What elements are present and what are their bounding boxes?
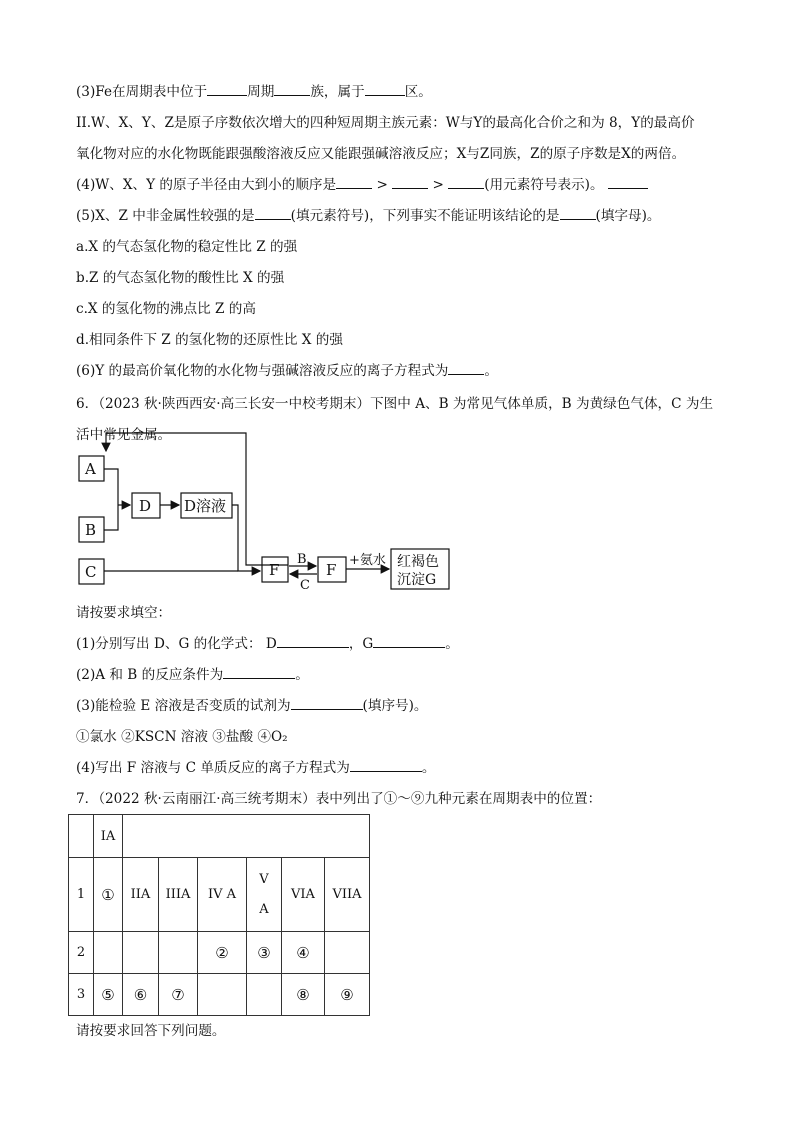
- label-F1: F: [269, 561, 280, 579]
- label-D-solution: D溶液: [184, 497, 227, 515]
- table-cell: ⑧: [282, 974, 325, 1016]
- answer-blank[interactable]: [274, 83, 310, 96]
- table-cell: ②: [198, 932, 247, 974]
- table-cell: ⑨: [325, 974, 370, 1016]
- box-F1: [262, 557, 288, 582]
- box-F2: [318, 557, 346, 582]
- table-cell: ④: [282, 932, 325, 974]
- label-C: C: [85, 563, 97, 581]
- label-ammonia: +氨水: [349, 553, 386, 568]
- label-precipitate-line2: 沉淀G: [397, 572, 437, 588]
- q6-part-4: [76, 759, 435, 777]
- answer-blank[interactable]: [448, 176, 484, 189]
- text: (填元素符号)，下列事实不能证明该结论的是: [290, 208, 560, 224]
- table-cell: [325, 932, 370, 974]
- text: 区。: [404, 84, 432, 100]
- answer-blank[interactable]: [448, 362, 484, 375]
- text: 。: [484, 363, 498, 379]
- table-row: [69, 974, 370, 1016]
- table-cell: ①: [94, 858, 123, 932]
- label-B: B: [85, 521, 97, 539]
- answer-blank[interactable]: [365, 83, 405, 96]
- q6-part-1: [76, 635, 459, 653]
- text: (3)Fe在周期表中位于: [76, 84, 208, 100]
- table-row: [69, 858, 370, 932]
- table-cell: ⑥: [123, 974, 159, 1016]
- q7-stem: 7．（2022 秋·云南丽江·高三统考期末）表中列出了①～⑨九种元素在周期表中的位置：: [76, 791, 602, 807]
- table-cell: IV A: [198, 858, 247, 932]
- text: ，G: [348, 636, 374, 652]
- box-precipitate-G: [391, 549, 449, 589]
- q5-line-3: [76, 83, 432, 101]
- label-arrow-B: B: [297, 552, 307, 567]
- table-cell: [159, 932, 198, 974]
- greater-than: >: [376, 177, 388, 193]
- text: (1)分别写出 D、G 的化学式： D: [76, 636, 277, 652]
- answer-blank[interactable]: [608, 176, 648, 189]
- text: (填字母)。: [595, 208, 661, 224]
- answer-blank[interactable]: [560, 207, 596, 220]
- table-cell: VIIA: [325, 858, 370, 932]
- table-row: [69, 815, 370, 858]
- table-cell: IIIA: [159, 858, 198, 932]
- table-row: [69, 932, 370, 974]
- table-cell: IIA: [123, 858, 159, 932]
- table-cell: [94, 932, 123, 974]
- q7-after-instruction: 请按要求回答下列问题。: [76, 1023, 226, 1039]
- answer-blank[interactable]: [207, 83, 247, 96]
- table-cell: VIA: [282, 858, 325, 932]
- q5-option-b: b.Z 的气态氢化物的酸性比 X 的强: [76, 270, 285, 286]
- q5-II-line-2: 氧化物对应的水化物既能跟强酸溶液反应又能跟强碱溶液反应；X与Z同族，Z的原子序数是X的两倍。: [76, 146, 686, 162]
- table-cell: [247, 974, 282, 1016]
- text: (填序号)。: [362, 698, 428, 714]
- text: 周期: [247, 84, 275, 100]
- text: (6)Y 的最高价氧化物的水化物与强碱溶液反应的离子方程式为: [76, 363, 449, 379]
- q6-part-3-options: ①氯水 ②KSCN 溶液 ③盐酸 ④O₂: [76, 729, 288, 745]
- box-D: [132, 493, 160, 518]
- periodic-table-excerpt: [68, 814, 370, 1016]
- q6-part-3: [76, 697, 428, 715]
- q5-line-6: [76, 362, 498, 380]
- label-precipitate-line1: 红褐色: [397, 554, 439, 570]
- box-B: [79, 517, 104, 542]
- answer-blank[interactable]: [291, 697, 363, 710]
- text: (2)A 和 B 的反应条件为: [76, 667, 224, 683]
- q5-option-d: d.相同条件下 Z 的氢化物的还原性比 X 的强: [76, 332, 343, 348]
- q6-stem-line-2: 活中常见金属。: [76, 427, 172, 443]
- q6-part-2: [76, 666, 309, 684]
- box-D-solution: [181, 493, 232, 518]
- answer-blank[interactable]: [277, 635, 349, 648]
- table-cell: 2: [69, 932, 94, 974]
- q5-line-5: [76, 207, 661, 225]
- label-F2: F: [326, 561, 337, 579]
- q5-option-a: a.X 的气态氢化物的稳定性比 Z 的强: [76, 239, 298, 255]
- table-cell: 3: [69, 974, 94, 1016]
- text: (5)X、Z 中非金属性较强的是: [76, 208, 255, 224]
- q5-II-line-1: II.W、X、Y、Z是原子序数依次增大的四种短周期主族元素：W与Y的最高化合价之和为 8，Y的最高价: [76, 115, 695, 131]
- box-A: [79, 456, 104, 481]
- answer-blank[interactable]: [373, 635, 445, 648]
- text: 。: [421, 760, 436, 776]
- table-cell: [198, 974, 247, 1016]
- answer-blank[interactable]: [392, 176, 428, 189]
- table-cell: IA: [94, 815, 123, 858]
- text: 。: [295, 667, 309, 683]
- q6-stem-line-1: 6．（2023 秋·陕西西安·高三长安一中校考期末）下图中 A、B 为常见气体单质，B 为黄绿色气体，C 为生: [76, 396, 714, 412]
- table-cell: ⑤: [94, 974, 123, 1016]
- table-cell: [69, 815, 94, 858]
- box-C: [79, 559, 104, 584]
- text: (4)写出 F 溶液与 C 单质反应的离子方程式为: [76, 760, 350, 776]
- table-cell: ⑦: [159, 974, 198, 1016]
- label-D: D: [139, 497, 152, 515]
- text: (用元素符号表示)。: [484, 177, 604, 193]
- q6-fill-instruction: 请按要求填空：: [76, 605, 172, 621]
- q5-option-c: c.X 的氢化物的沸点比 Z 的高: [76, 301, 256, 317]
- label-A: A: [85, 460, 96, 478]
- greater-than: >: [432, 177, 444, 193]
- answer-blank[interactable]: [336, 176, 372, 189]
- label-arrow-C: C: [300, 578, 310, 593]
- answer-blank[interactable]: [350, 759, 422, 772]
- table-cell: [123, 932, 159, 974]
- answer-blank[interactable]: [223, 666, 295, 679]
- table-cell: V A: [247, 858, 282, 932]
- text: (3)能检验 E 溶液是否变质的试剂为: [76, 698, 291, 714]
- table-cell: 1: [69, 858, 94, 932]
- table-cell: ③: [247, 932, 282, 974]
- q5-line-4: [76, 176, 648, 194]
- text: 族，属于: [310, 84, 365, 100]
- text: (4)W、X、Y 的原子半径由大到小的顺序是: [76, 177, 337, 193]
- table-cell: [123, 815, 370, 858]
- text: 。: [445, 636, 459, 652]
- answer-blank[interactable]: [255, 207, 291, 220]
